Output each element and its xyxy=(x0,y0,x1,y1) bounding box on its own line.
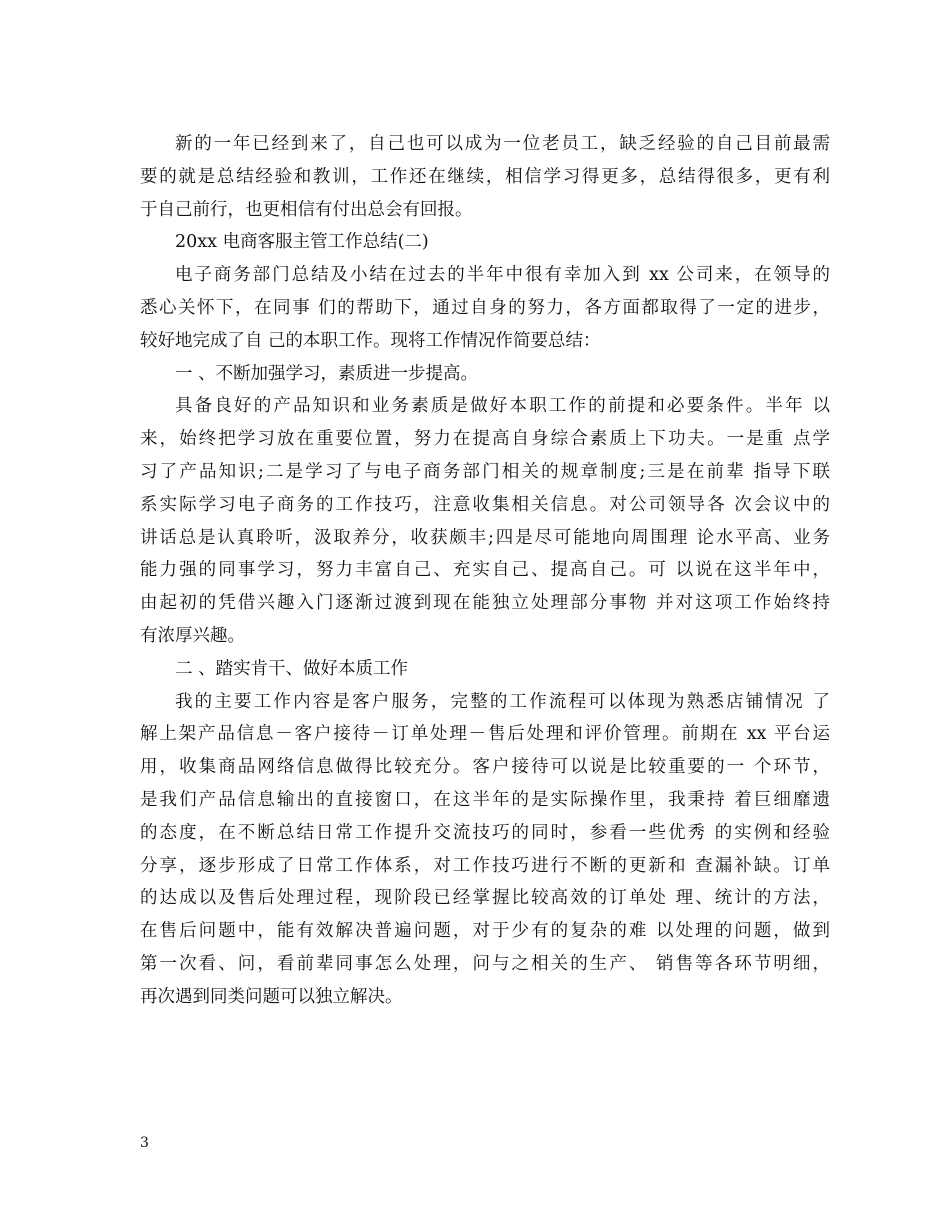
text-line: 20xx 电商客服主管工作总结(二) xyxy=(175,232,429,253)
text-line: 具备良好的产品知识和业务素质是做好本职工作的前提和必要条件。半年 以 xyxy=(175,396,830,417)
text-line: 由起初的凭借兴趣入门逐渐过渡到现在能独立处理部分事物 并对这项工作始终持 xyxy=(140,593,830,614)
heading-learning xyxy=(140,358,830,391)
text-line: 习了产品知识;二是学习了与电子商务部门相关的规章制度;三是在前辈 指导下联 xyxy=(140,461,830,482)
text-line: 第一次看、问，看前辈同事怎么处理，问与之相关的生产、 销售等各环节明细， xyxy=(140,953,830,974)
paragraph-work xyxy=(140,686,830,1014)
text-line: 二 、踏实肯干、做好本质工作 xyxy=(175,658,409,679)
text-line: 新的一年已经到来了，自己也可以成为一位老员工，缺乏经验的自己目前最需 xyxy=(175,134,830,154)
text-line: 有浓厚兴趣。 xyxy=(140,625,245,646)
text-line: 用，收集商品网络信息做得比较充分。客户接待可以说是比较重要的一 个环节， xyxy=(140,757,830,778)
heading-work xyxy=(140,653,830,686)
text-line: 要的就是总结经验和教训，工作还在继续，相信学习得更多，总结得很多，更有利 xyxy=(140,166,830,187)
text-line: 能力强的同事学习，努力丰富自己、充实自己、提高自己。可 以说在这半年中， xyxy=(140,560,830,581)
paragraph-learning xyxy=(140,390,830,652)
text-line: 在售后问题中，能有效解决普遍问题，对于少有的复杂的难 以处理的问题，做到 xyxy=(140,921,830,942)
text-line: 的达成以及售后处理过程，现阶段已经掌握比较高效的订单处 理、统计的方法， xyxy=(140,888,830,909)
text-line: 来，始终把学习放在重要位置，努力在提高自身综合素质上下功夫。一是重 点学 xyxy=(140,429,830,450)
text-line: 电子商务部门总结及小结在过去的半年中很有幸加入到 xx 公司来，在领导的 xyxy=(175,265,830,286)
paragraph-intro xyxy=(140,259,830,357)
text-line: 解上架产品信息－客户接待－订单处理－售后处理和评价管理。前期在 xx 平台运 xyxy=(140,724,830,745)
text-line: 一 、不断加强学习，素质进一步提高。 xyxy=(175,363,479,384)
text-line: 再次遇到同类问题可以独立解决。 xyxy=(140,986,403,1007)
text-line: 我的主要工作内容是客户服务，完整的工作流程可以体现为熟悉店铺情况 了 xyxy=(175,691,830,712)
document-body xyxy=(140,128,830,1014)
text-line: 较好地完成了自 己的本职工作。现将工作情况作简要总结： xyxy=(140,330,601,351)
text-line: 悉心关怀下，在同事 们的帮助下，通过自身的努力，各方面都取得了一定的进步， xyxy=(140,297,830,318)
text-line: 于自己前行，也更相信有付出总会有回报。 xyxy=(140,199,473,220)
text-line: 分享，逐步形成了日常工作体系，对工作技巧进行不断的更新和 查漏补缺。订单 xyxy=(140,855,830,876)
text-line: 是我们产品信息输出的直接窗口，在这半年的是实际操作里，我秉持 着巨细靡遗 xyxy=(140,789,830,810)
text-line: 的态度，在不断总结日常工作提升交流技巧的同时，参看一些优秀 的实例和经验 xyxy=(140,822,830,843)
paragraph-new-year xyxy=(140,128,830,226)
section-title xyxy=(140,226,830,259)
text-line: 系实际学习电子商务的工作技巧，注意收集相关信息。对公司领导各 次会议中的 xyxy=(140,494,830,515)
page-number: 3 xyxy=(140,1135,149,1151)
text-line: 讲话总是认真聆听，汲取养分，收获颇丰;四是尽可能地向周围理 论水平高、业务 xyxy=(140,527,830,548)
